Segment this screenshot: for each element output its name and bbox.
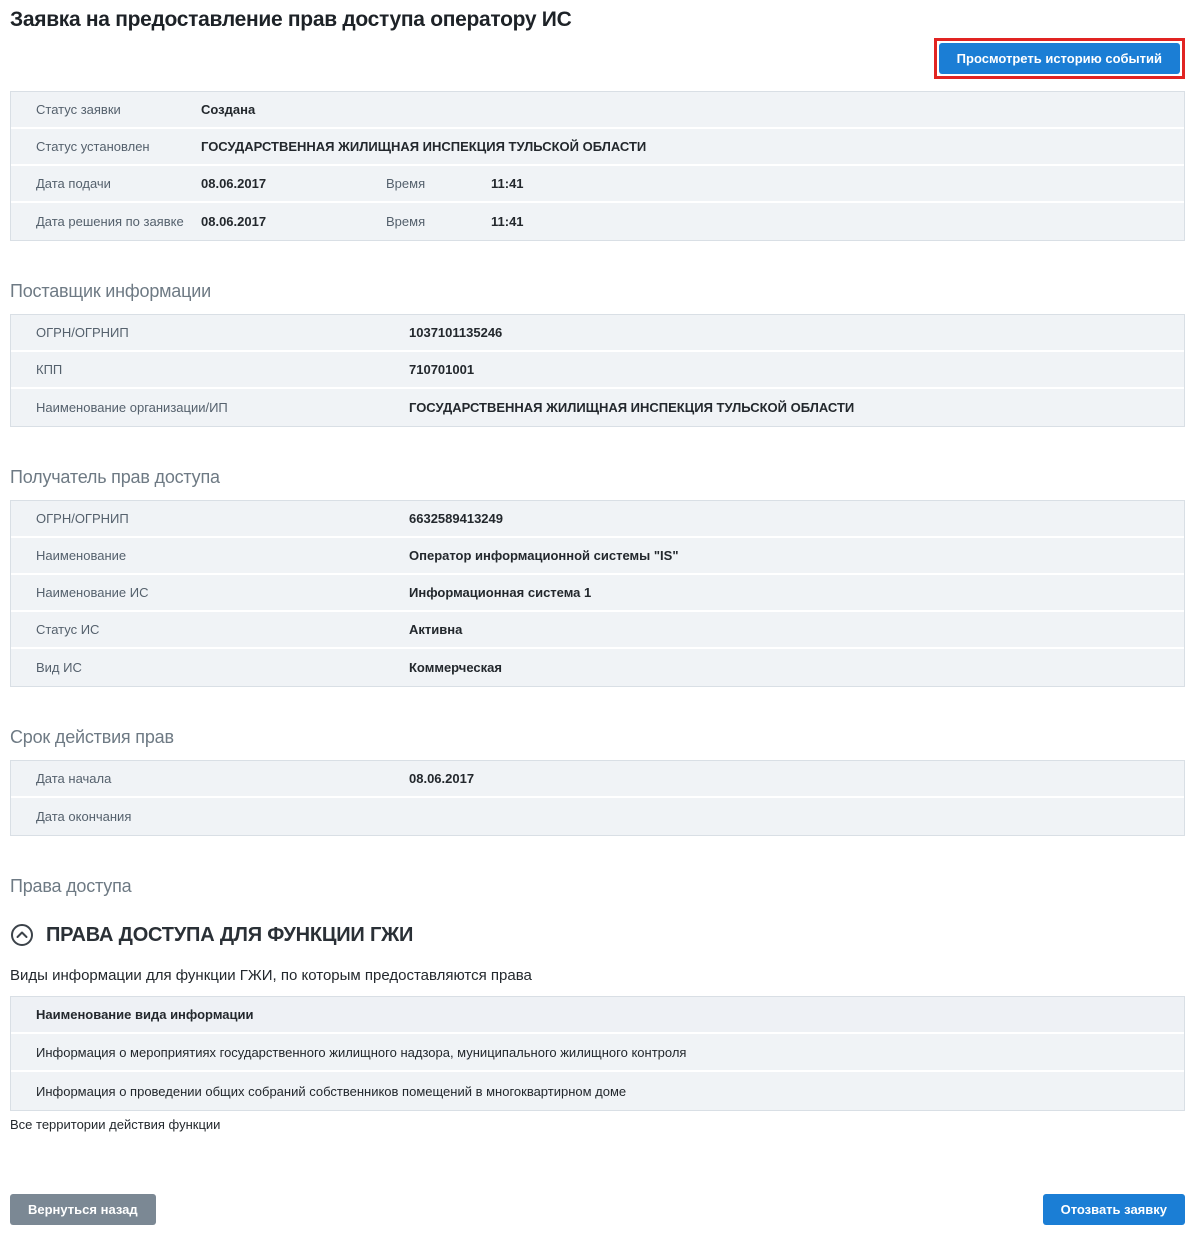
table-row: [11, 129, 1184, 166]
section-title-recipient: Получатель прав доступа: [10, 467, 220, 487]
revoke-application-button[interactable]: Отозвать заявку: [1043, 1194, 1185, 1225]
table-row: [11, 92, 1184, 129]
row-value: ГОСУДАРСТВЕННАЯ ЖИЛИЩНАЯ ИНСПЕКЦИЯ ТУЛЬСКОЙ ОБЛАСТИ: [201, 139, 647, 154]
table-column-header: Наименование вида информации: [11, 997, 1184, 1034]
row-label: Вид ИС: [36, 660, 82, 675]
row-label: Статус ИС: [36, 622, 100, 637]
row-value: 1037101135246: [409, 325, 503, 340]
footer-actions: [10, 1194, 1185, 1225]
page-title: Заявка на предоставление прав доступа оператору ИС: [10, 8, 572, 31]
time-label: Время: [386, 176, 426, 191]
row-value: Оператор информационной системы "IS": [409, 548, 679, 563]
row-value: 6632589413249: [409, 511, 503, 526]
table-row: [11, 761, 1184, 798]
row-label: Статус установлен: [36, 139, 150, 154]
row-label: Дата начала: [36, 771, 112, 786]
row-label: ОГРН/ОГРНИП: [36, 511, 129, 526]
provider-table: [10, 314, 1185, 427]
row-label: Статус заявки: [36, 102, 121, 117]
gzhi-panel-header[interactable]: [10, 923, 1185, 947]
row-value: Коммерческая: [409, 660, 502, 675]
row-value: 08.06.2017: [201, 214, 267, 229]
table-row: [11, 166, 1184, 203]
toolbar: [10, 38, 1185, 79]
row-label: ОГРН/ОГРНИП: [36, 325, 129, 340]
row-label: КПП: [36, 362, 63, 377]
collapse-chevron-up-icon[interactable]: [10, 923, 34, 947]
information-types-table: [10, 996, 1185, 1111]
highlight-frame: [934, 38, 1185, 79]
table-row: [11, 315, 1184, 352]
row-value: 08.06.2017: [409, 771, 475, 786]
table-row: [11, 649, 1184, 686]
view-event-history-button[interactable]: Просмотреть историю событий: [939, 43, 1180, 74]
row-label: Наименование ИС: [36, 585, 149, 600]
row-value: 08.06.2017: [201, 176, 267, 191]
time-label: Время: [386, 214, 426, 229]
row-label: Дата решения по заявке: [36, 214, 184, 229]
section-title-validity: Срок действия прав: [10, 727, 174, 747]
table-row: [11, 575, 1184, 612]
section-title-provider: Поставщик информации: [10, 281, 211, 301]
row-value: Активна: [409, 622, 463, 637]
back-button[interactable]: Вернуться назад: [10, 1194, 156, 1225]
time-value: 11:41: [491, 214, 524, 229]
row-label: Дата подачи: [36, 176, 111, 191]
row-value: ГОСУДАРСТВЕННАЯ ЖИЛИЩНАЯ ИНСПЕКЦИЯ ТУЛЬСКОЙ ОБЛАСТИ: [409, 400, 855, 415]
table-row: Информация о мероприятиях государственного жилищного надзора, муниципального жилищного контроля: [11, 1034, 1184, 1072]
territory-note: Все территории действия функции: [10, 1117, 221, 1132]
table-row: [11, 352, 1184, 389]
table-row: [11, 798, 1184, 835]
row-value: Информационная система 1: [409, 585, 592, 600]
table-row: Информация о проведении общих собраний собственников помещений в многоквартирном доме: [11, 1072, 1184, 1110]
time-value: 11:41: [491, 176, 524, 191]
panel-subtitle: Виды информации для функции ГЖИ, по которым предоставляются права: [10, 967, 532, 984]
table-row: [11, 501, 1184, 538]
row-label: Наименование: [36, 548, 127, 563]
row-value: 710701001: [409, 362, 475, 377]
table-row: [11, 612, 1184, 649]
table-row: [11, 538, 1184, 575]
panel-title: ПРАВА ДОСТУПА ДЛЯ ФУНКЦИИ ГЖИ: [46, 923, 414, 946]
row-value: Создана: [201, 102, 256, 117]
table-row: [11, 389, 1184, 426]
row-label: Дата окончания: [36, 809, 132, 824]
table-row: [11, 203, 1184, 240]
row-label: Наименование организации/ИП: [36, 400, 228, 415]
status-table: [10, 91, 1185, 241]
validity-table: [10, 760, 1185, 836]
recipient-table: [10, 500, 1185, 687]
section-title-access-rights: Права доступа: [10, 876, 132, 896]
